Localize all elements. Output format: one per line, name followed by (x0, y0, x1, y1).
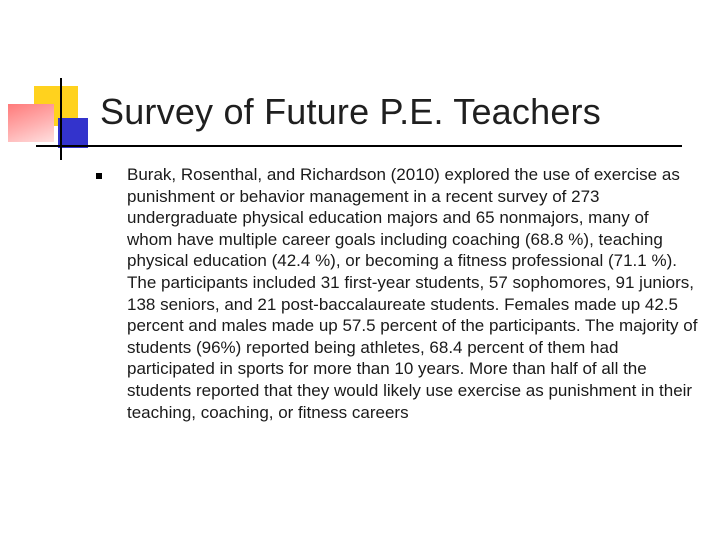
decorative-logo-icon (0, 0, 100, 170)
title-underline-rule (36, 145, 682, 147)
slide-body (96, 164, 696, 423)
slide-title: Survey of Future P.E. Teachers (100, 91, 601, 132)
logo-vertical-rule (60, 78, 62, 160)
bullet-item (96, 164, 696, 423)
square-bullet-icon (96, 173, 102, 179)
bullet-text: Burak, Rosenthal, and Richardson (2010) explored the use of exercise as punishment or behavior management in a recent survey of 273 undergraduate physical education majors and 65 nonmajors, many of whom have multiple career goals including coaching (68.8 %), teaching physical education (42.4 %), or becoming a fitness professional (71.1 %). The participants included 31 first-year students, 57 sophomores, 91 juniors, 138 seniors, and 21 post-baccalaureate students. Females made up 42.5 percent and males made up 57.5 percent of the participants. The majority of students (96%) reported being athletes, 68.4 percent of them had participated in sports for more than 10 years. More than half of all the students reported that they would likely use exercise as punishment in their teaching, coaching, or fitness careers (127, 165, 698, 422)
logo-blue-square (58, 118, 88, 148)
logo-red-square (8, 104, 54, 142)
